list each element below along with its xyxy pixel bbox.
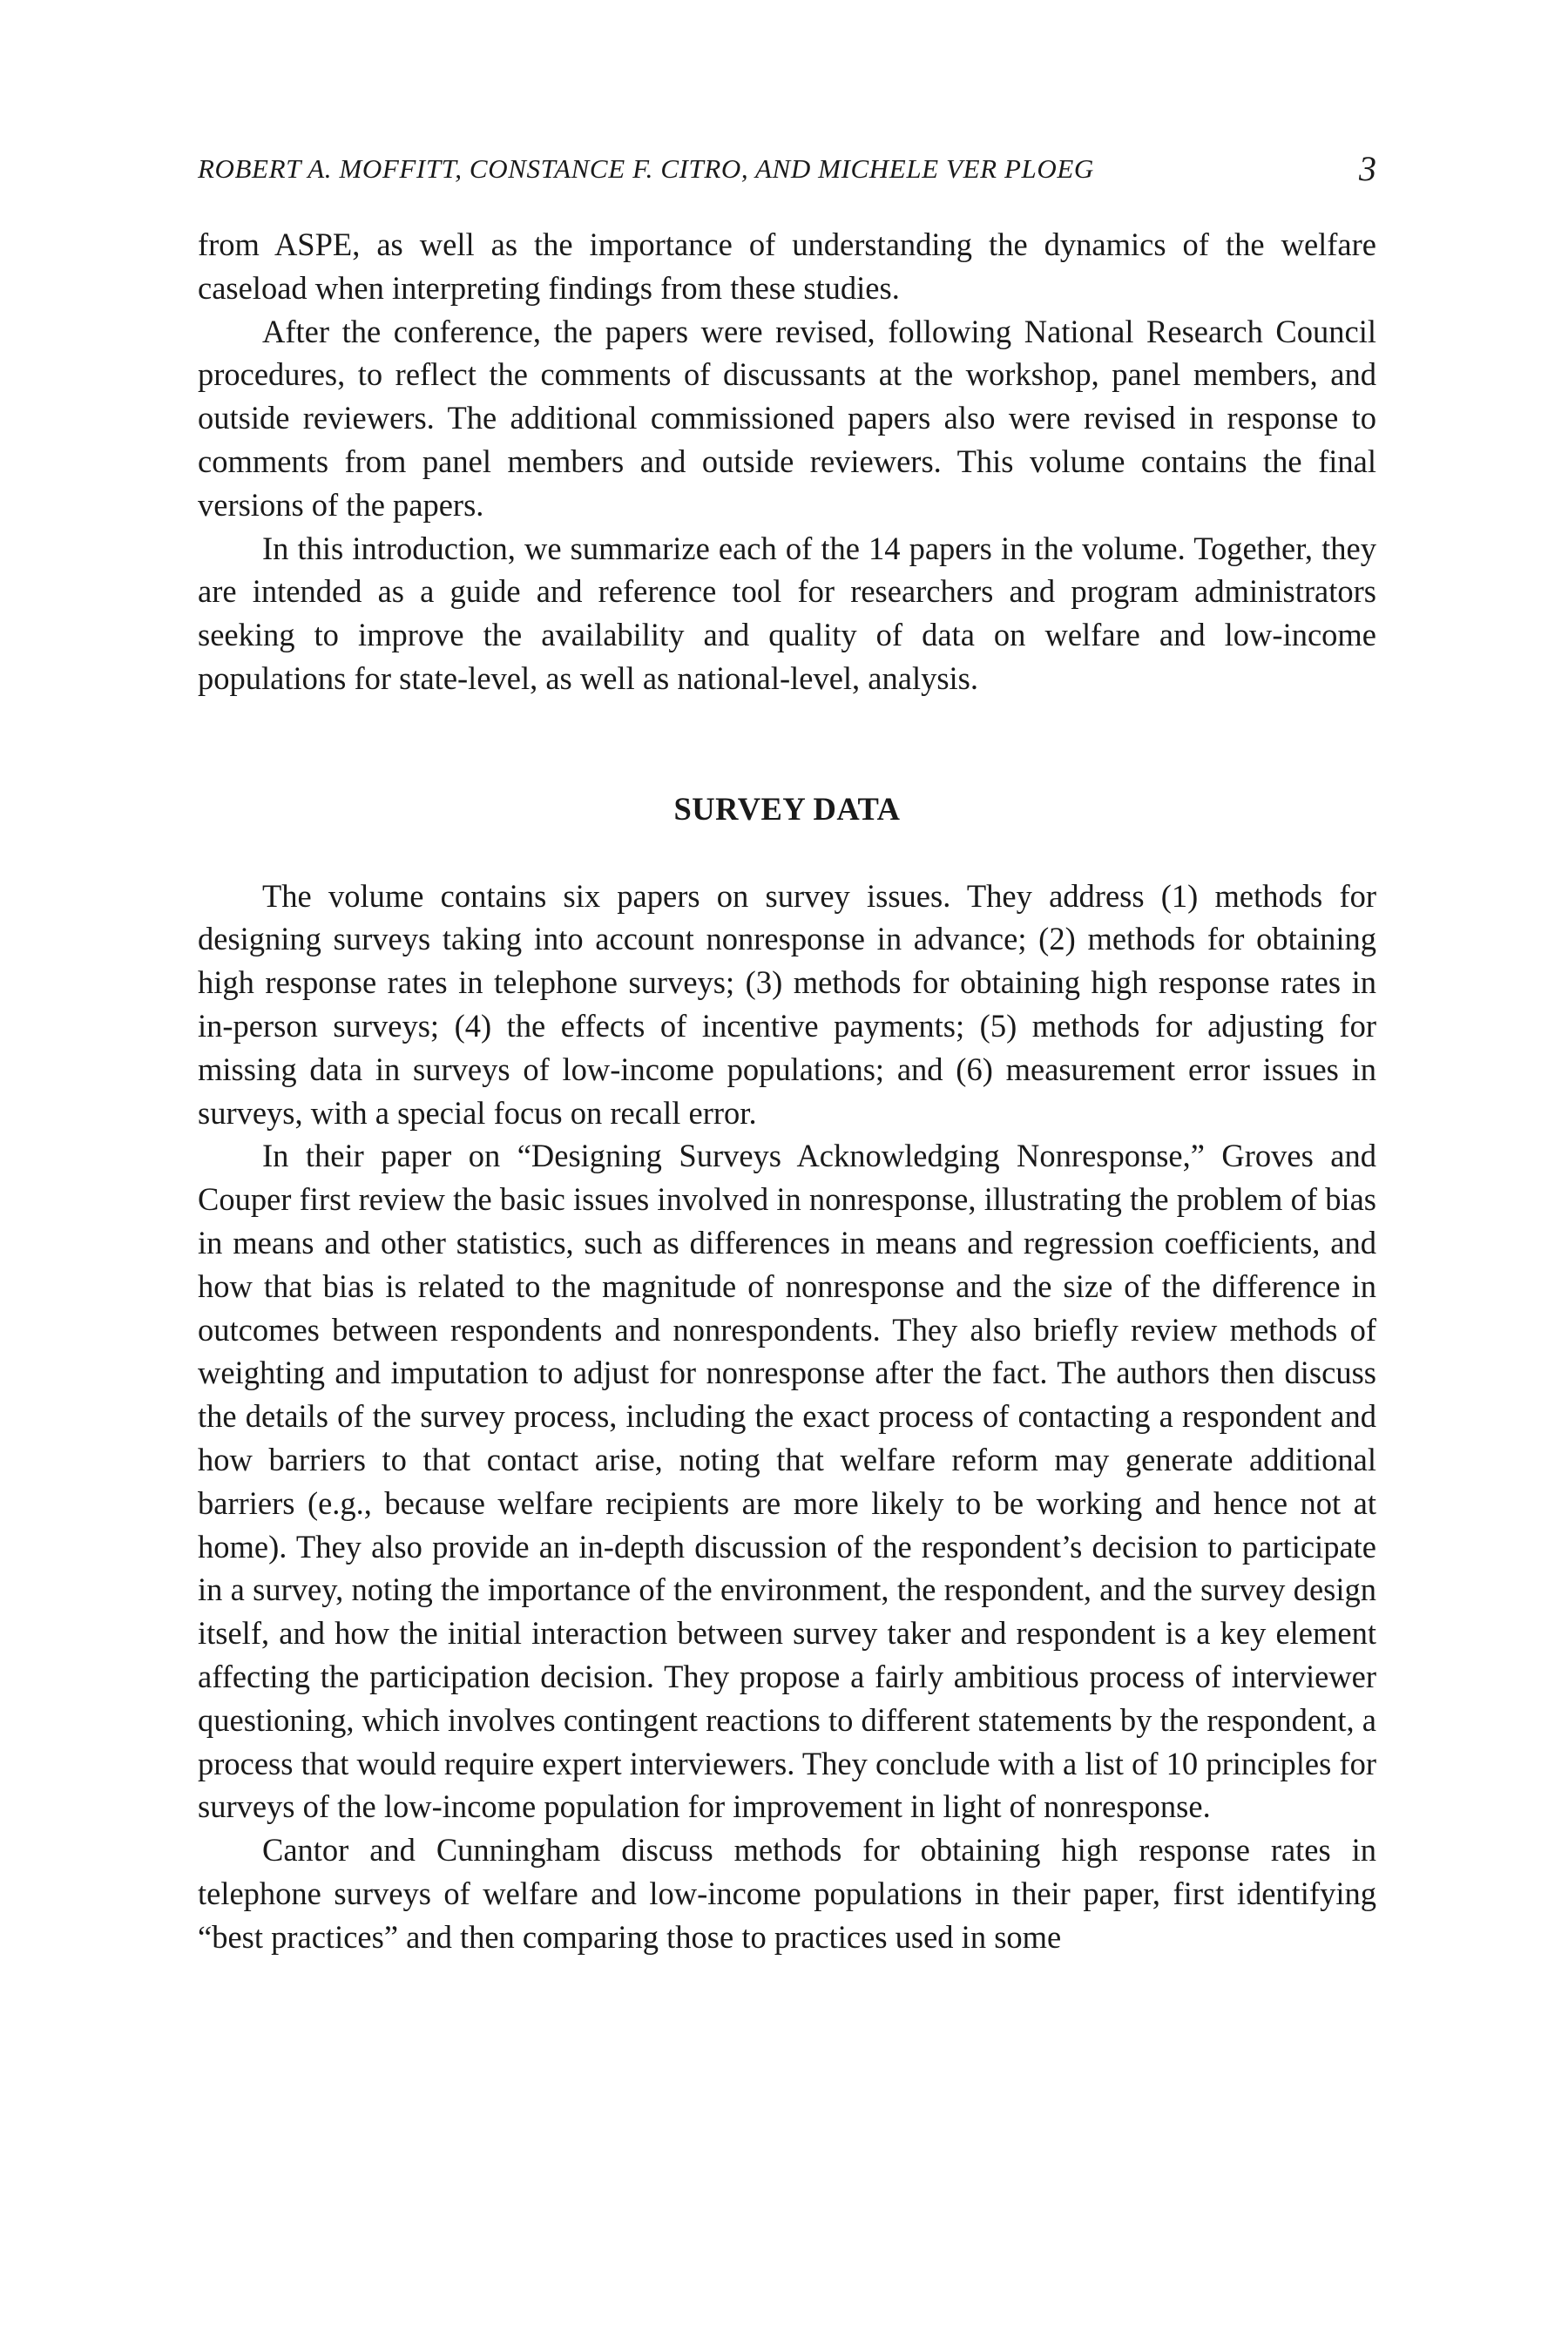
body-text (198, 223, 1376, 1958)
paragraph: The volume contains six papers on survey issues. They address (1) methods for designing surveys taking into account nonresponse in advance; (2) methods for obtaining high response rates in telephone surveys; (3) methods for obtaining high response rates in in-person surveys; (4) the effects of incentive payments; (5) methods for adjusting for missing data in surveys of low-income populations; and (6) measurement error issues in surveys, with a special focus on recall error. (198, 877, 1376, 1131)
paragraph: In their paper on “Designing Surveys Acknowledging Nonresponse,” Groves and Couper first review the basic issues involved in nonresponse, illustrating the problem of bias in means and other statistics, such as differences in means and regression coefficients, and how that bias is related to the magnitude of nonresponse and the size of the difference in outcomes between respondents and nonrespondents. They also briefly review methods of weighting and imputation to adjust for nonresponse after the fact. The authors then discuss the details of the survey process, including the exact process of contacting a respondent and how barriers to that contact arise, noting that welfare reform may generate additional barriers (e.g., because welfare recipients are more likely to be working and hence not at home). They also provide an in-depth discussion of the respondent’s decision to participate in a survey, noting the importance of the environment, the respondent, and the survey design itself, and how the initial interaction between survey taker and respondent is a key element affecting the participation decision. They propose a fairly ambitious process of interviewer questioning, which involves contingent reactions to different statements by the respondent, a process that would require expert interviewers. They conclude with a list of 10 principles for surveys of the low-income population for improvement in light of nonresponse. (198, 1138, 1376, 1825)
running-head (198, 148, 1376, 192)
paragraph: In this introduction, we summarize each of the 14 papers in the volume. Together, they are intended as a guide and reference tool for researchers and program administrators seeking to improve the availability and quality of data on welfare and low-income populations for state-level, as well as national-level, analysis. (198, 530, 1376, 696)
paragraph: Cantor and Cunningham discuss methods for obtaining high response rates in telephone surveys of welfare and low-income populations in their paper, first identifying “best practices” and then comparing those to practices used in some (198, 1832, 1376, 1955)
page-number: 3 (1359, 149, 1376, 188)
running-head-authors: ROBERT A. MOFFITT, CONSTANCE F. CITRO, AND MICHELE VER PLOEG (198, 153, 1094, 184)
section-heading: SURVEY DATA (673, 790, 901, 827)
paragraph-continued: from ASPE, as well as the importance of understanding the dynamics of the welfare caseload when interpreting findings from these studies. (198, 226, 1376, 306)
paragraph: After the conference, the papers were revised, following National Research Council procedures, to reflect the comments of discussants at the workshop, panel members, and outside reviewers. The additional commissioned papers also were revised in response to comments from panel members and outside reviewers. This volume contains the final versions of the papers. (198, 313, 1376, 523)
